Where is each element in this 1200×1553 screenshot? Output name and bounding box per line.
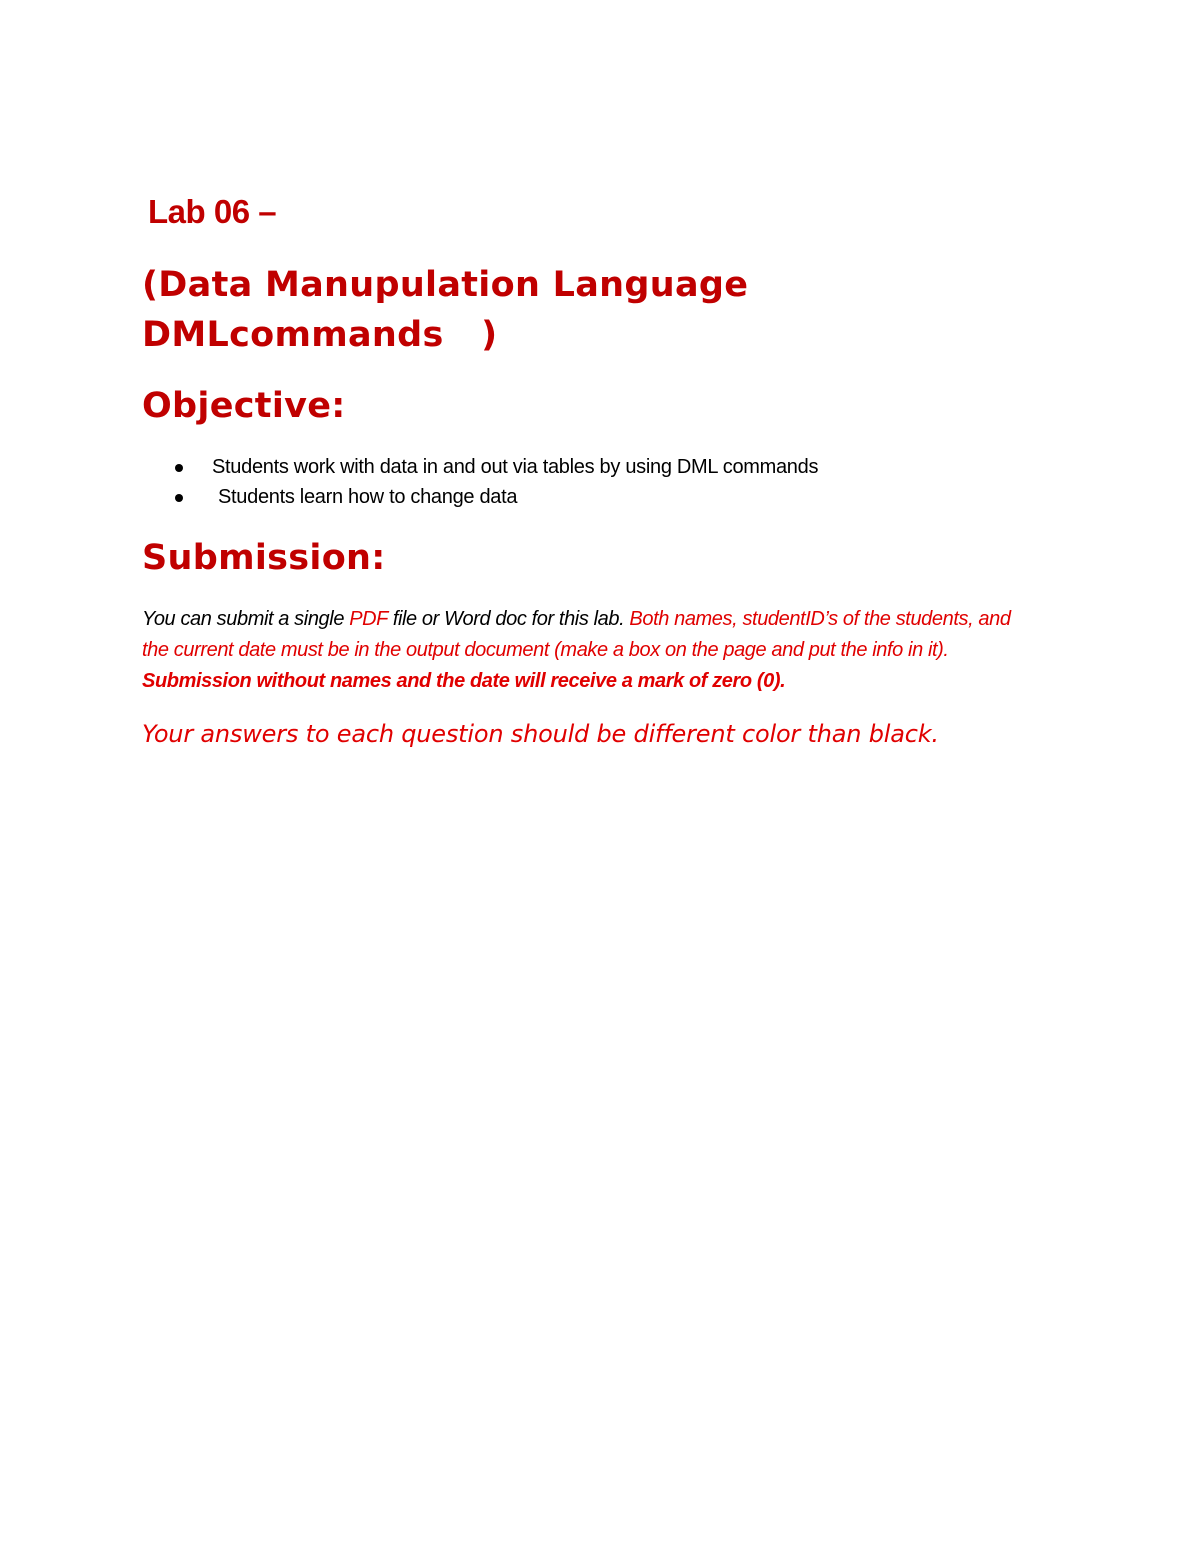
main-title-line-1: (Data Manupulation Language	[142, 265, 749, 305]
submission-text-format: file or Word doc for this lab.	[387, 608, 630, 630]
bullet-icon	[175, 494, 183, 502]
list-item	[142, 452, 1042, 482]
submission-heading: Submission:	[142, 538, 386, 578]
list-item	[142, 482, 1042, 512]
submission-text-requirements: Both names, studentID’s of the students, and the current date must be in the output document (make a box on the page and put the info in it).	[142, 608, 1011, 661]
submission-text-warning: Submission without names and the date will receive a mark of zero (0).	[142, 670, 786, 692]
bullet-icon	[175, 464, 183, 472]
main-title	[142, 260, 1042, 360]
submission-text-pdf: PDF	[349, 608, 388, 630]
submission-paragraph	[142, 604, 1042, 697]
objective-heading: Objective:	[142, 386, 346, 426]
submission-text-intro: You can submit a single	[142, 608, 350, 630]
main-title-line-2: DMLcommands )	[142, 315, 498, 355]
objective-list	[142, 452, 1042, 512]
list-item-text: Students work with data in and out via tables by using DML commands	[212, 456, 819, 478]
answers-color-note: Your answers to each question should be different color than black.	[142, 720, 939, 748]
document-content	[142, 190, 1042, 751]
list-item-text: Students learn how to change data	[218, 486, 518, 508]
lab-title: Lab 06 –	[148, 193, 277, 230]
